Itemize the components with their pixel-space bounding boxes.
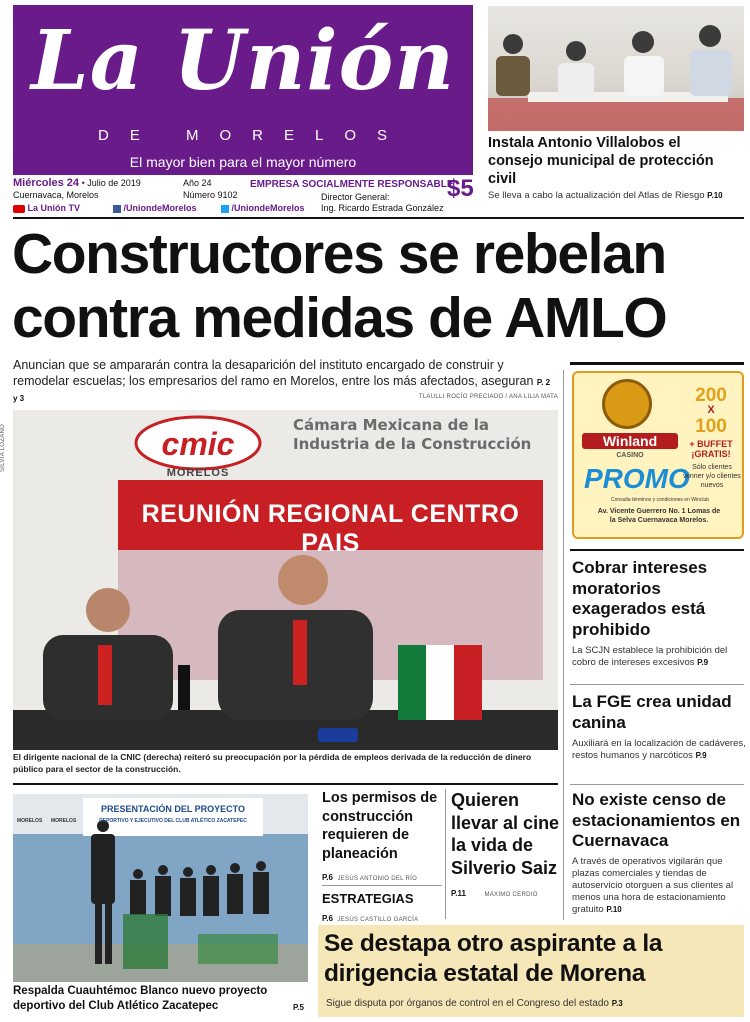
cmic-org-name: Cámara Mexicana de la Industria de la Construcción: [293, 416, 532, 453]
ad-clover-icon: [602, 379, 652, 429]
side-story-3-dek: A través de operativos vigilarán que plazas comerciales y tiendas de autoservicio otorguen a sus clientes al menos una hora de estacionamiento gratuito P.10: [572, 855, 734, 915]
ad-promo: PROMO: [584, 463, 690, 494]
mid-story-2-page: P.6: [322, 914, 333, 923]
lead-headline[interactable]: [12, 222, 744, 350]
bottom-screen-text-2: DEPORTIVO Y EJECUTIVO DEL CLUB ATLÉTICO ZACATEPEC: [99, 818, 247, 824]
side-story-2[interactable]: [572, 692, 746, 762]
mid-story-1-page: P.6: [322, 873, 333, 882]
mid-col-divider: [445, 789, 446, 919]
logo-subtitle: DE MORELOS: [97, 127, 409, 144]
morena-headline: [324, 929, 744, 989]
side-story-2-headline: La FGE crea unidad canina: [572, 692, 732, 732]
mid-story-3[interactable]: [451, 789, 561, 901]
lead-photo: [13, 410, 558, 750]
dateline: Miércoles 24 • Julio de 2019 Cuernavaca, Morelos Año 24 Número 9102 EMPRESA SOCIALMENTE RESPONSABLE Director General: Ing. Ricardo Estrada González $5 La Unión TV /UniondeMorelos /UniondeMorelos: [13, 175, 474, 213]
tv-icon: [13, 205, 25, 213]
ad-offer1: 200: [695, 385, 727, 406]
twitter-icon: [221, 205, 229, 213]
mid-story-2-byline: JESÚS CASTILLO GARCÍA: [337, 917, 419, 923]
side-story-1-dek: La SCJN establece la prohibición del cobro de intereses excesivos P.9: [572, 645, 728, 668]
morena-box[interactable]: [318, 925, 744, 1017]
top-story-dek: Se lleva a cabo la actualización del Atlas de Riesgo P.10: [488, 190, 723, 201]
side-story-3-headline: No existe censo de estacionamientos en Cuernavaca: [572, 790, 741, 850]
lead-caption: El dirigente nacional de la CNIC (derecha) reiteró su preocupación por la pérdida de empleos derivada de la reducción de dinero público para el sector de la construcción.: [13, 752, 532, 774]
twitter-link[interactable]: /UniondeMorelos: [231, 203, 305, 213]
bottom-photo-page: P.5: [293, 1003, 304, 1012]
side-story-1[interactable]: [572, 558, 746, 669]
right-col-divider: [563, 370, 564, 920]
mid-divider: [322, 885, 442, 886]
lead-byline: TLAULLI ROCÍO PRECIADO / ANA LILIA MATA: [418, 394, 558, 400]
bottom-screen-text: PRESENTACIÓN DEL PROYECTO: [100, 804, 246, 814]
facebook-icon: [113, 205, 121, 213]
director-name: Ing. Ricardo Estrada González: [321, 203, 444, 213]
lead-headline-line2: contra medidas de AMLO: [12, 286, 667, 350]
mid-story-3-headline: Quieren llevar al cine la vida de Silverio Saiz: [451, 790, 560, 878]
ad-address: Av. Vicente Guerrero No. 1 Lomas de la Selva Cuernavaca Morelos.: [597, 508, 721, 524]
logo: La Unión: [31, 13, 455, 109]
ad-winland[interactable]: [572, 371, 744, 539]
tagline: EMPRESA SOCIALMENTE RESPONSABLE: [250, 179, 454, 190]
mid-story-2-headline: ESTRATEGIAS: [322, 891, 414, 906]
bottom-logo-2: MORELOS: [51, 818, 77, 824]
issue-year: Año 24: [183, 178, 212, 188]
morena-headline-line2: dirigencia estatal de Morena: [324, 960, 646, 987]
side-divider-1: [570, 684, 744, 685]
mid-story-3-page: P.11: [451, 889, 466, 898]
masthead-rule: [13, 217, 744, 219]
ad-buffet: + BUFFET ¡GRATIS!: [689, 439, 733, 459]
lead-headline-line1: Constructores se rebelan: [12, 222, 666, 286]
morena-headline-line1: Se destapa otro aspirante a la: [324, 930, 663, 957]
bottom-logo-1: MORELOS: [17, 818, 43, 824]
mid-story-2[interactable]: [322, 890, 442, 926]
mid-story-1-headline: Los permisos de construcción requieren de planeación: [322, 790, 438, 862]
lead-photo-credit: SILVIA LOZANO: [0, 423, 6, 472]
banner-event-title: REUNIÓN REGIONAL CENTRO PAIS: [141, 500, 520, 557]
meeting-photo-illustration: [488, 6, 744, 131]
ad-sub: CASINO: [616, 452, 644, 459]
price: $5: [447, 175, 474, 202]
lead-dek: Anuncian que se ampararán contra la desaparición del instituto encargado de construir y remodelar escuelas; los empresarios del ramo en Morelos, entre los más afectados, aseguran P. 2 y 3: [13, 358, 551, 403]
ad-offer2: 100: [695, 416, 727, 437]
tv-link[interactable]: La Unión TV: [27, 203, 81, 213]
masthead: [13, 5, 473, 175]
morena-dek: Sigue disputa por órganos de control en el Congreso del estado P.3: [326, 998, 623, 1009]
ad-brand: Winland: [582, 433, 678, 449]
issue-day: Miércoles 24: [13, 177, 80, 189]
mid-story-3-byline: MÁXIMO CERDIO: [484, 892, 538, 898]
issue-number: Número 9102: [183, 190, 238, 200]
cmic-logo-sub: MORELOS: [166, 467, 230, 479]
bottom-photo: [13, 794, 308, 982]
lead-rule: [570, 362, 744, 365]
lead-bottom-rule: [13, 783, 558, 785]
slogan: El mayor bien para el mayor número: [129, 154, 357, 170]
facebook-link[interactable]: /UniondeMorelos: [123, 203, 197, 213]
ad-bottom-rule: [570, 549, 744, 551]
side-story-2-dek: Auxiliará en la localización de cadáveres, restos humanos y narcóticos P.9: [572, 738, 746, 761]
director-label: Director General:: [321, 192, 390, 202]
side-divider-2: [570, 784, 744, 785]
top-story-headline[interactable]: Instala Antonio Villalobos el consejo municipal de protección civil: [488, 135, 714, 187]
ad-offer-x: X: [707, 404, 715, 416]
issue-city: Cuernavaca, Morelos: [13, 190, 99, 200]
bottom-photo-caption[interactable]: Respalda Cuauhtémoc Blanco nuevo proyecto deportivo del Club Atlético Zacatepec: [13, 985, 268, 1012]
side-story-1-headline: Cobrar intereses moratorios exagerados está prohibido: [572, 558, 708, 639]
mid-story-1-byline: JESÚS ANTONIO DEL RÍO: [337, 876, 418, 882]
cmic-logo: cmic: [161, 426, 235, 462]
side-story-3[interactable]: [572, 790, 746, 916]
top-story-photo: [488, 6, 744, 131]
issue-date: Julio de 2019: [87, 178, 141, 188]
ad-terms: Consulta términos y condiciones en Winclub: [610, 497, 710, 503]
ad-note: Sólo clientes winner y/o clientes nuevos: [683, 464, 741, 489]
mid-story-1[interactable]: [322, 789, 442, 885]
lead-photo-illustration: [13, 410, 558, 750]
